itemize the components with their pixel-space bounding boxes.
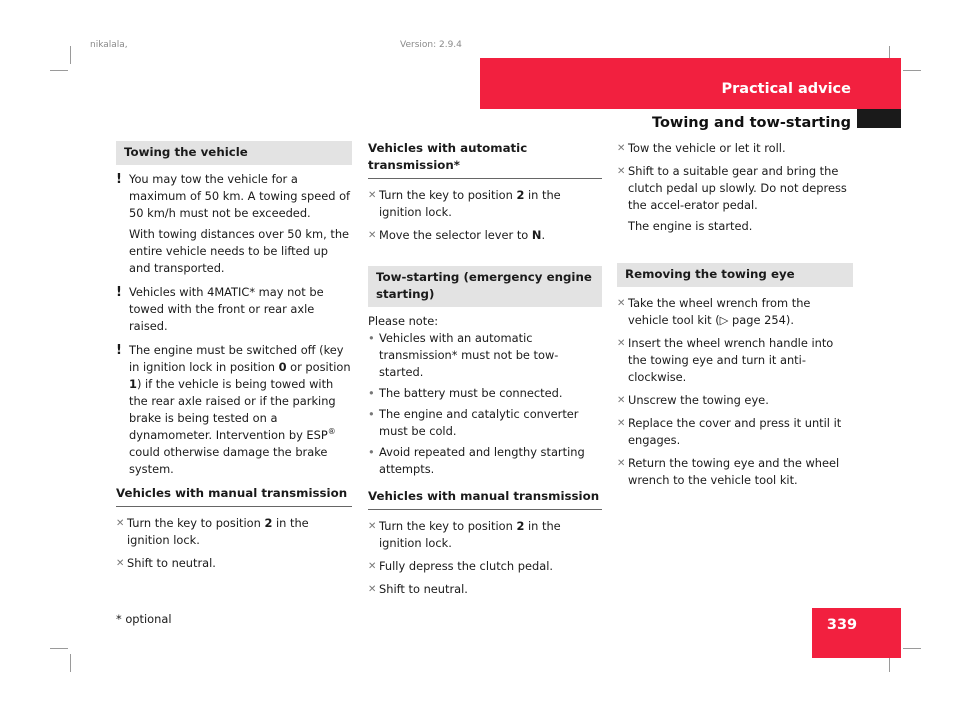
- step-item: ✕ Unscrew the towing eye.: [617, 393, 769, 407]
- section-heading-tow-starting: Tow-starting (emergency engine starting): [368, 266, 602, 307]
- step-item: ✕ Move the selector lever to N.: [368, 228, 546, 242]
- column-1: [116, 141, 352, 578]
- crop-mark: [50, 70, 68, 71]
- warning-icon: !: [116, 343, 122, 358]
- warning-note: [116, 171, 352, 277]
- crop-mark: [903, 70, 921, 71]
- step-arrow-icon: ✕: [368, 521, 377, 532]
- step-item: ✕ Shift to neutral.: [116, 556, 216, 570]
- step-item: ✕ Insert the wheel wrench handle into the towing eye and turn it anti-clockwise.: [617, 336, 834, 384]
- bullet-icon: •: [368, 445, 375, 459]
- section-title: Towing and tow-starting: [652, 115, 851, 131]
- column-2: [368, 140, 602, 604]
- step-item: ✕ Shift to a suitable gear and bring the clutch pedal up slowly. Do not depress the accel-erator pedal. The engine is started.: [617, 164, 847, 233]
- warning-note: [116, 284, 352, 335]
- step-arrow-icon: ✕: [368, 584, 377, 595]
- step-arrow-icon: ✕: [617, 395, 626, 406]
- print-meta-author: nikalala,: [90, 40, 128, 50]
- intro-text: Please note:: [368, 314, 439, 328]
- bullet-item: • Vehicles with an automatic transmission* must not be tow-started.: [368, 331, 559, 379]
- note-text: You may tow the vehicle for a maximum of 50 km. A towing speed of 50 km/h must not be exceeded.: [129, 172, 351, 220]
- warning-note: [116, 342, 352, 478]
- bullet-item: • The battery must be connected.: [368, 386, 563, 400]
- bullet-icon: •: [368, 386, 375, 400]
- step-item: ✕ Fully depress the clutch pedal.: [368, 559, 554, 573]
- step-arrow-icon: ✕: [617, 143, 626, 154]
- column-3: [617, 140, 853, 495]
- warning-icon: !: [116, 285, 122, 300]
- page-reference-link[interactable]: ▷ page 254: [719, 313, 786, 327]
- bullet-icon: •: [368, 407, 375, 421]
- footnote: * optional: [116, 612, 172, 626]
- chapter-title: Practical advice: [721, 81, 851, 97]
- print-meta-version: Version: 2.9.4: [400, 40, 462, 50]
- subheading-automatic-transmission: Vehicles with automatic transmission*: [368, 140, 602, 179]
- step-arrow-icon: ✕: [617, 458, 626, 469]
- subheading-manual-transmission: Vehicles with manual transmission: [116, 485, 352, 507]
- step-arrow-icon: ✕: [617, 298, 626, 309]
- step-arrow-icon: ✕: [368, 190, 377, 201]
- step-arrow-icon: ✕: [368, 561, 377, 572]
- step-item: ✕ Replace the cover and press it until it engages.: [617, 416, 842, 447]
- subheading-manual-transmission: Vehicles with manual transmission: [368, 488, 602, 510]
- bullet-item: • Avoid repeated and lengthy starting attempts.: [368, 445, 585, 476]
- bullet-item: • The engine and catalytic converter must be cold.: [368, 407, 579, 438]
- step-arrow-icon: ✕: [116, 518, 125, 529]
- crop-mark: [903, 648, 921, 649]
- note-text: The engine must be switched off (key in ignition lock in position 0 or position 1) if the vehicle is being towed with the rear axle raised or if the parking brake is being tested on a dynamometer. Intervention by ESP® could otherwise damage the brake system.: [129, 343, 351, 476]
- note-text: Vehicles with 4MATIC* may not be towed with the front or rear axle raised.: [129, 285, 324, 333]
- step-arrow-icon: ✕: [368, 230, 377, 241]
- note-text: With towing distances over 50 km, the entire vehicle needs to be lifted up and transported.: [129, 227, 350, 275]
- step-item: ✕ Turn the key to position 2 in the ignition lock.: [368, 188, 561, 219]
- crop-mark: [70, 46, 71, 64]
- step-item: ✕ Return the towing eye and the wheel wrench to the vehicle tool kit.: [617, 456, 840, 487]
- section-tab-marker: [857, 109, 901, 128]
- section-heading-towing: Towing the vehicle: [116, 141, 352, 165]
- step-arrow-icon: ✕: [617, 418, 626, 429]
- step-item: ✕ Tow the vehicle or let it roll.: [617, 141, 786, 155]
- step-item: ✕ Take the wheel wrench from the vehicle tool kit (▷ page 254).: [617, 296, 811, 327]
- warning-icon: !: [116, 172, 122, 187]
- section-heading-removing-towing-eye: Removing the towing eye: [617, 263, 853, 287]
- step-item: ✕ Shift to neutral.: [368, 582, 468, 596]
- step-arrow-icon: ✕: [617, 166, 626, 177]
- step-arrow-icon: ✕: [116, 558, 125, 569]
- page-number: 339: [826, 617, 858, 633]
- crop-mark: [70, 654, 71, 672]
- bullet-icon: •: [368, 331, 375, 345]
- crop-mark: [50, 648, 68, 649]
- step-arrow-icon: ✕: [617, 338, 626, 349]
- step-item: ✕ Turn the key to position 2 in the ignition lock.: [368, 519, 561, 550]
- step-item: ✕ Turn the key to position 2 in the ignition lock.: [116, 516, 309, 547]
